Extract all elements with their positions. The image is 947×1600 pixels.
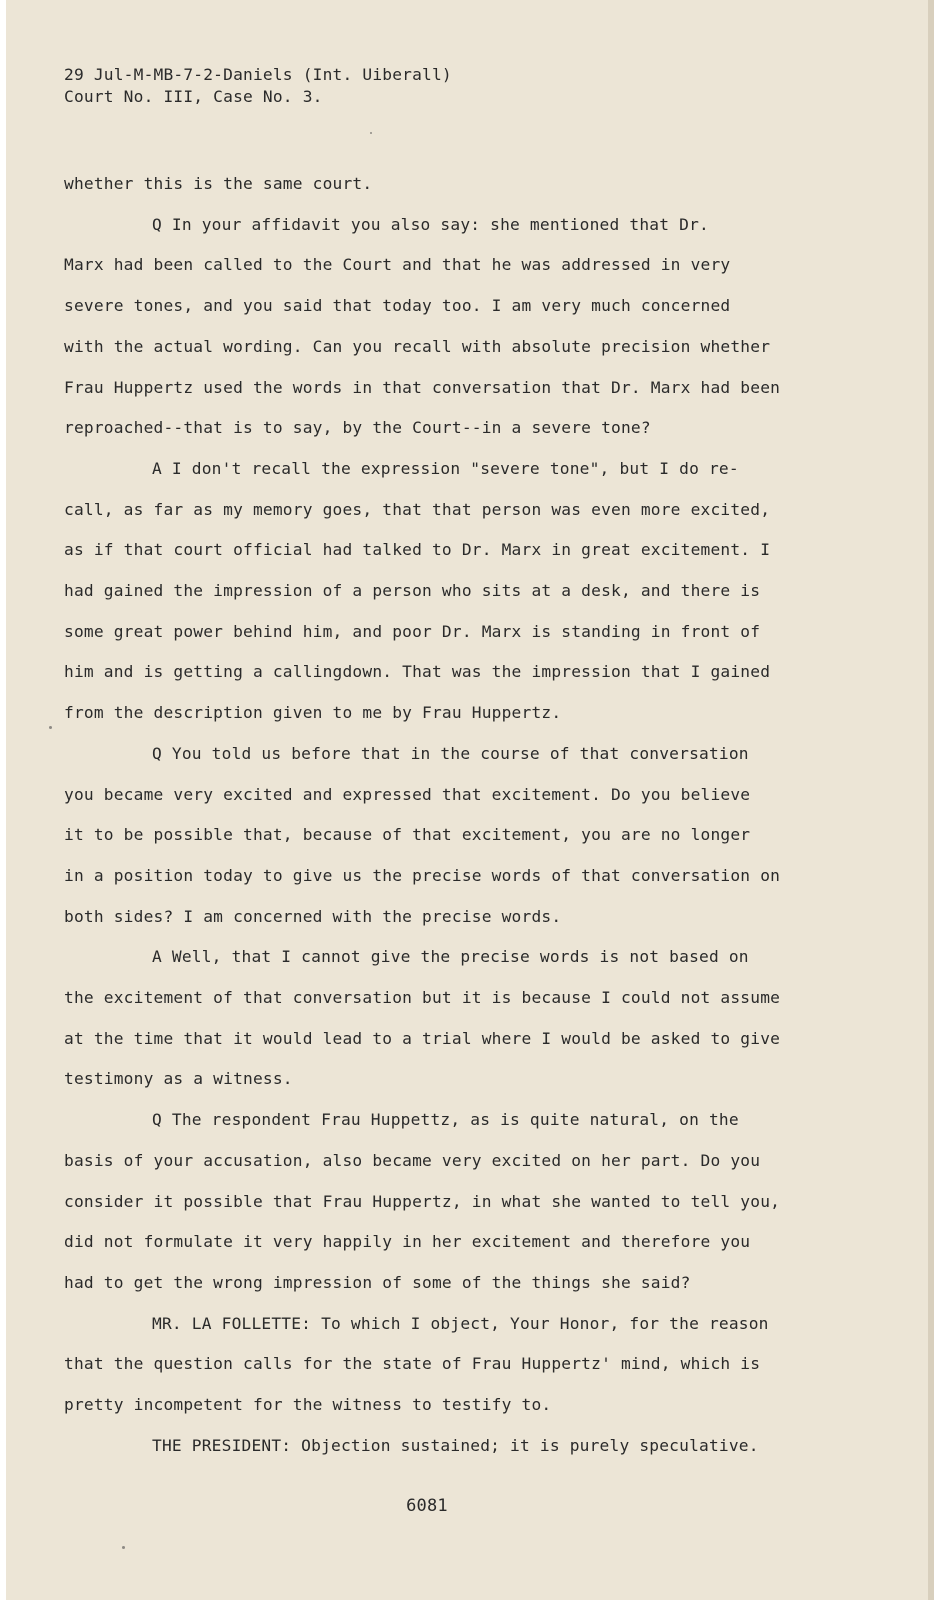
text-line: basis of your accusation, also became very excited on her part. Do you [64, 1150, 761, 1170]
header-line-2: Court No. III, Case No. 3. [64, 87, 323, 106]
page-edge [928, 0, 934, 1600]
text-line: Q The respondent Frau Huppettz, as is quite natural, on the [152, 1110, 739, 1130]
text-line: in a position today to give us the precise words of that conversation on [64, 865, 781, 885]
header-line-1: 29 Jul-M-MB-7-2-Daniels (Int. Uiberall) [64, 65, 452, 84]
text-line: call, as far as my memory goes, that that person was even more excited, [64, 499, 771, 519]
text-line: THE PRESIDENT: Objection sustained; it is purely speculative. [152, 1435, 759, 1455]
text-line: Q You told us before that in the course of that conversation [152, 743, 749, 763]
text-line: him and is getting a callingdown. That was the impression that I gained [64, 662, 771, 682]
text-line: severe tones, and you said that today too. I am very much concerned [64, 296, 731, 316]
transcript-body [64, 164, 844, 1467]
paper-speck [122, 1546, 125, 1549]
page-number: 6081 [406, 1496, 448, 1516]
text-line: whether this is the same court. [64, 174, 373, 193]
text-line: the excitement of that conversation but it is because I could not assume [64, 988, 781, 1008]
text-line: Marx had been called to the Court and that he was addressed in very [64, 255, 731, 275]
text-line: had gained the impression of a person who sits at a desk, and there is [64, 581, 761, 601]
text-line: with the actual wording. Can you recall with absolute precision whether [64, 336, 771, 356]
document-page [6, 0, 934, 1600]
text-line: A Well, that I cannot give the precise words is not based on [152, 947, 749, 967]
text-line: reproached--that is to say, by the Court--in a severe tone? [64, 418, 651, 438]
text-line: consider it possible that Frau Huppertz, in what she wanted to tell you, [64, 1191, 781, 1211]
text-line: some great power behind him, and poor Dr. Marx is standing in front of [64, 621, 761, 641]
paper-speck [49, 726, 52, 729]
text-line: both sides? I am concerned with the precise words. [64, 906, 562, 926]
text-line: A I don't recall the expression "severe tone", but I do re- [152, 458, 739, 478]
text-line: it to be possible that, because of that excitement, you are no longer [64, 825, 751, 845]
text-line: you became very excited and expressed that excitement. Do you believe [64, 784, 751, 804]
text-line: testimony as a witness. [64, 1069, 293, 1089]
text-line: Q In your affidavit you also say: she mentioned that Dr. [152, 214, 709, 234]
text-line: as if that court official had talked to Dr. Marx in great excitement. I [64, 540, 771, 560]
text-line: MR. LA FOLLETTE: To which I object, Your Honor, for the reason [152, 1313, 769, 1333]
text-line: at the time that it would lead to a trial where I would be asked to give [64, 1028, 781, 1048]
text-line: pretty incompetent for the witness to testify to. [64, 1395, 552, 1415]
text-line: from the description given to me by Frau Huppertz. [64, 703, 562, 723]
text-line: that the question calls for the state of Frau Huppertz' mind, which is [64, 1354, 761, 1374]
page-header [64, 64, 452, 108]
text-line: Frau Huppertz used the words in that conversation that Dr. Marx had been [64, 377, 781, 397]
paper-speck [370, 132, 372, 134]
text-line: had to get the wrong impression of some of the things she said? [64, 1272, 691, 1292]
text-line: did not formulate it very happily in her excitement and therefore you [64, 1232, 751, 1252]
